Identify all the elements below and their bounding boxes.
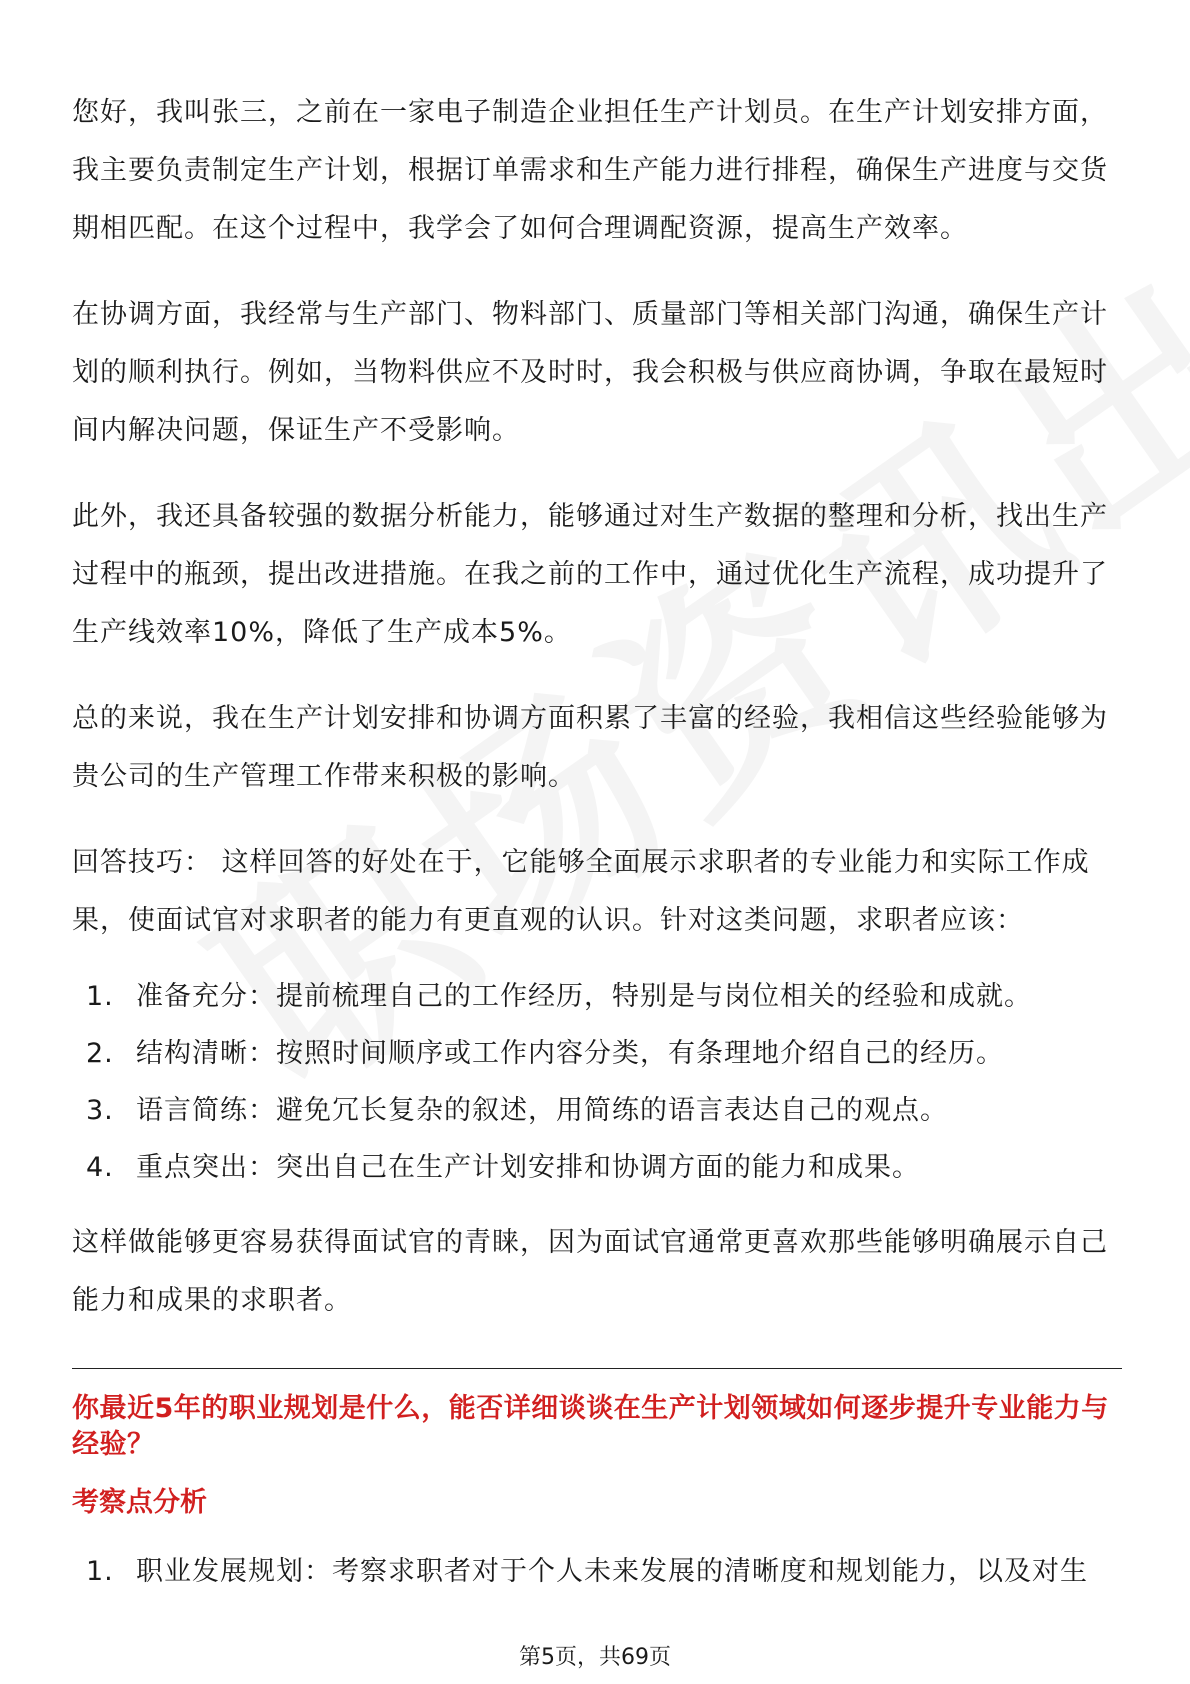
paragraph-summary: 总的来说，我在生产计划安排和协调方面积累了丰富的经验，我相信这些经验能够为贵公司的生产管理工作带来积极的影响。 xyxy=(72,703,1108,792)
list-item-text: 结构清晰：按照时间顺序或工作内容分类，有条理地介绍自己的经历。 xyxy=(136,1038,1004,1069)
analysis-list xyxy=(72,1553,1122,1590)
list-item-number: 1. xyxy=(86,981,114,1012)
page-content xyxy=(72,84,1122,1618)
list-item-number: 2. xyxy=(86,1038,114,1069)
section-divider xyxy=(72,1368,1122,1369)
list-item xyxy=(72,1092,1122,1129)
list-item xyxy=(72,1035,1122,1072)
paragraph-analysis: 此外，我还具备较强的数据分析能力，能够通过对生产数据的整理和分析，找出生产过程中的瓶颈，提出改进措施。在我之前的工作中，通过优化生产流程，成功提升了生产线效率10%，降低了生产成本5%。 xyxy=(72,501,1108,648)
paragraph-answer-tips: 回答技巧： 这样回答的好处在于，它能够全面展示求职者的专业能力和实际工作成果，使面试官对求职者的能力有更直观的认识。针对这类问题，求职者应该： xyxy=(72,847,1090,936)
list-item xyxy=(72,1149,1122,1186)
page-footer: 第5页，共69页 xyxy=(519,1645,671,1670)
question-heading: 你最近5年的职业规划是什么，能否详细谈谈在生产计划领域如何逐步提升专业能力与经验？ xyxy=(72,1393,1109,1460)
paragraph-coordination: 在协调方面，我经常与生产部门、物料部门、质量部门等相关部门沟通，确保生产计划的顺利执行。例如，当物料供应不及时时，我会积极与供应商协调，争取在最短时间内解决问题，保证生产不受影响。 xyxy=(72,299,1108,446)
list-item-number: 3. xyxy=(86,1095,114,1126)
paragraph-intro: 您好，我叫张三，之前在一家电子制造企业担任生产计划员。在生产计划安排方面，我主要负责制定生产计划，根据订单需求和生产能力进行排程，确保生产进度与交货期相匹配。在这个过程中，我学会了如何合理调配资源，提高生产效率。 xyxy=(72,97,1108,244)
list-item-text: 重点突出：突出自己在生产计划安排和协调方面的能力和成果。 xyxy=(136,1152,920,1183)
list-item xyxy=(72,978,1122,1015)
list-item xyxy=(72,1553,1122,1590)
list-item-number: 1. xyxy=(86,1556,114,1587)
tips-list xyxy=(72,978,1122,1186)
list-item-text: 语言简练：避免冗长复杂的叙述，用简练的语言表达自己的观点。 xyxy=(136,1095,948,1126)
list-item-text: 准备充分：提前梳理自己的工作经历，特别是与岗位相关的经验和成就。 xyxy=(136,981,1032,1012)
list-item-text: 职业发展规划：考察求职者对于个人未来发展的清晰度和规划能力，以及对生 xyxy=(136,1556,1088,1587)
list-item-number: 4. xyxy=(86,1152,114,1183)
paragraph-closing: 这样做能够更容易获得面试官的青睐，因为面试官通常更喜欢那些能够明确展示自己能力和成果的求职者。 xyxy=(72,1227,1108,1316)
section-title: 考察点分析 xyxy=(72,1487,207,1518)
